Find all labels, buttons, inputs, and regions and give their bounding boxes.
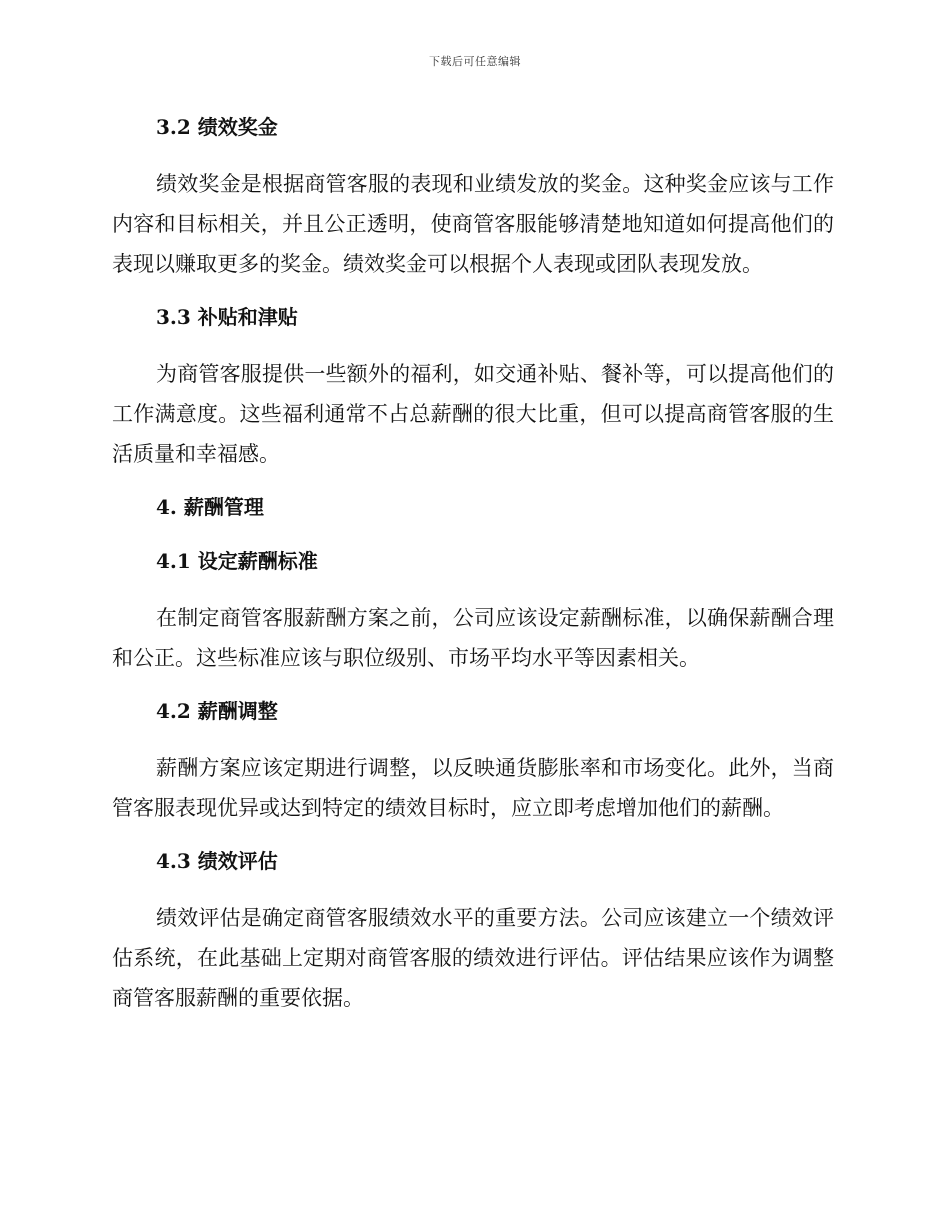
section-heading-3-3: 3.3 补贴和津贴 xyxy=(156,305,298,329)
section-heading-3-2: 3.2 绩效奖金 xyxy=(156,115,278,139)
page-header: 下载后可任意编辑 xyxy=(429,55,521,68)
section-heading-4-2: 4.2 薪酬调整 xyxy=(156,699,278,723)
section-paragraph-4-3: 绩效评估是确定商管客服绩效水平的重要方法。公司应该建立一个绩效评估系统，在此基础上定期对商管客服的绩效进行评估。评估结果应该作为调整商管客服薪酬的重要依据。 xyxy=(112,906,834,1010)
section-paragraph-3-2: 绩效奖金是根据商管客服的表现和业绩发放的奖金。这种奖金应该与工作内容和目标相关，并且公正透明，使商管客服能够清楚地知道如何提高他们的表现以赚取更多的奖金。绩效奖金可以根据个人表现或团队表现发放。 xyxy=(112,172,834,276)
section-heading-4: 4. 薪酬管理 xyxy=(156,495,264,519)
section-heading-4-3: 4.3 绩效评估 xyxy=(156,849,278,873)
section-heading-4-1: 4.1 设定薪酬标准 xyxy=(156,549,318,573)
section-paragraph-4-1: 在制定商管客服薪酬方案之前，公司应该设定薪酬标准，以确保薪酬合理和公正。这些标准应该与职位级别、市场平均水平等因素相关。 xyxy=(112,606,834,670)
section-paragraph-4-2: 薪酬方案应该定期进行调整，以反映通货膨胀率和市场变化。此外，当商管客服表现优异或达到特定的绩效目标时，应立即考虑增加他们的薪酬。 xyxy=(112,756,834,820)
document-body xyxy=(112,110,834,1018)
section-paragraph-3-3: 为商管客服提供一些额外的福利，如交通补贴、餐补等，可以提高他们的工作满意度。这些福利通常不占总薪酬的很大比重，但可以提高商管客服的生活质量和幸福感。 xyxy=(112,362,834,466)
